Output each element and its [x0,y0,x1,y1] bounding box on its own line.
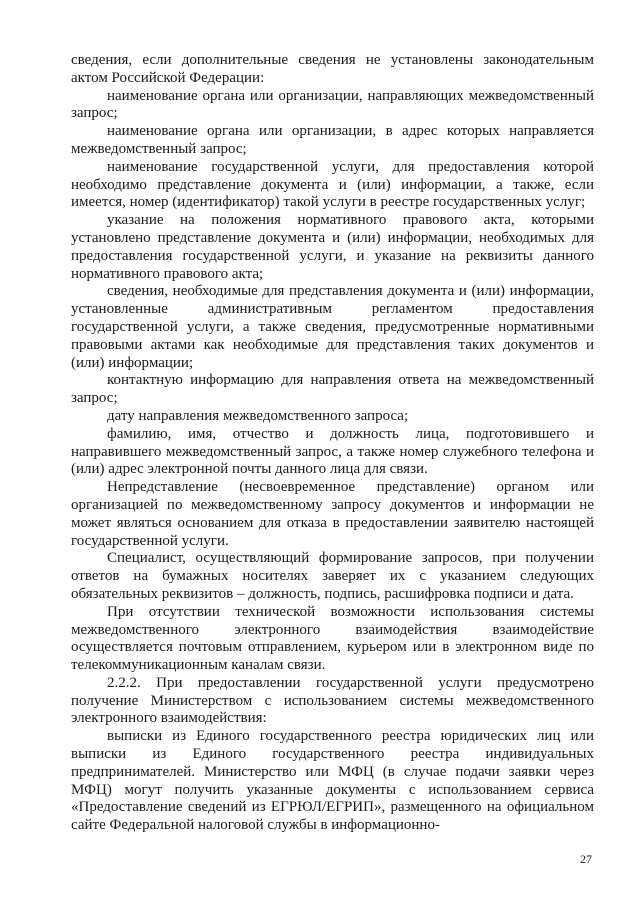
paragraph-10: Непредставление (несвоевременное представление) органом или организацией по межведомственному запросу документов и информации не может являться основанием для отказа в предоставлении заявителю настоящей государственной услуги. [71,479,594,549]
paragraph-6: сведения, необходимые для представления документа и (или) информации, установленные административным регламентом предоставления государственной услуги, а также сведения, предусмотренные нормативными правовыми актами как необходимые для представления таких документов и (или) информации; [71,283,594,371]
paragraph-9: фамилию, имя, отчество и должность лица, подготовившего и направившего межведомственный запрос, а также номер служебного телефона и (или) адрес электронной почты данного лица для связи. [71,425,594,478]
paragraph-2: наименование органа или организации, направляющих межведомственный запрос; [71,87,594,122]
paragraph-12: При отсутствии технической возможности использования системы межведомственного электронного взаимодействия взаимодействие осуществляется почтовым отправлением, курьером или в электронном виде по телекоммуникационным каналам связи. [71,603,594,674]
paragraph-5: указание на положения нормативного правового акта, которыми установлено представление документа и (или) информации, необходимых для предоставления государственной услуги, и указание на реквизиты данного нормативного правового акта; [71,212,594,282]
paragraph-4: наименование государственной услуги, для предоставления которой необходимо представление документа и (или) информации, а также, если имеется, номер (идентификатор) такой услуги в реестре государственных услуг; [71,158,594,211]
paragraph-11: Специалист, осуществляющий формирование запросов, при получении ответов на бумажных носителях заверяет их с указанием следующих обязательных реквизитов – должность, подпись, расшифровка подписи и дата. [71,550,594,602]
paragraph-13: 2.2.2. При предоставлении государственной услуги предусмотрено получение Министерством с использованием системы межведомственного электронного взаимодействия: [71,674,594,727]
document-body [71,52,594,835]
page-number: 27 [580,852,592,866]
paragraph-3: наименование органа или организации, в адрес которых направляется межведомственный запрос; [71,123,594,157]
paragraph-7: контактную информацию для направления ответа на межведомственный запрос; [71,372,594,407]
paragraph-8: дату направления межведомственного запроса; [107,407,409,424]
paragraph-1: сведения, если дополнительные сведения не установлены законодательным актом Российской Федерации: [71,52,594,86]
paragraph-14: выписки из Единого государственного реестра юридических лиц или выписки из Единого государственного реестра индивидуальных предпринимателей. Министерство или МФЦ (в случае подачи заявки через МФЦ) могут получить указанные документы с использованием сервиса «Предоставление сведений из ЕГРЮЛ/ЕГРИП», размещенного на официальном сайте Федеральной налоговой службы в информационно- [71,728,594,834]
